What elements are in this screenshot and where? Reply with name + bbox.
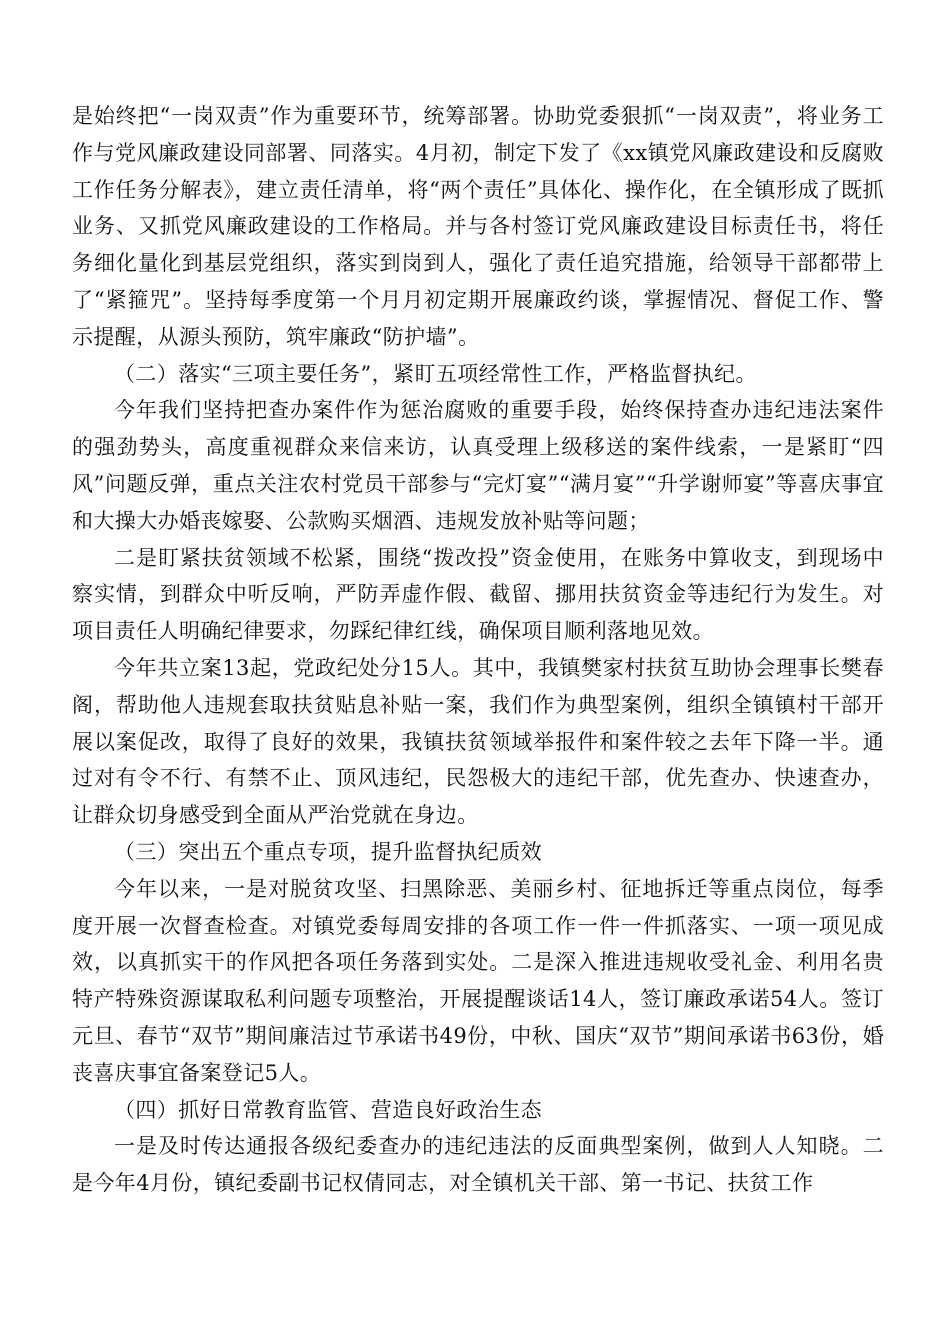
paragraph-education-supervision: 一是及时传达通报各级纪委查办的违纪违法的反面典型案例，做到人人知晓。二是今年4月份，镇纪委副书记权倩同志，对全镇机关干部、第一书记、扶贫工作	[72, 1134, 884, 1196]
paragraph-poverty-alleviation: 二是盯紧扶贫领域不松紧，围绕“拨改投”资金使用，在账务中算收支，到现场中察实情，到群众中听反响，严防弄虚作假、截留、挪用扶贫资金等违纪行为发生。对项目责任人明确纪律要求，勿踩纪律红线，确保项目顺利落地见效。	[72, 545, 884, 644]
paragraph-responsibility: 是始终把“一岗双责”作为重要环节，统筹部署。协助党委狠抓“一岗双责”，将业务工作与党风廉政建设同部署、同落实。4月初，制定下发了《xx镇党风廉政建设和反腐败工作任务分解表》，建立责任清单，将“两个责任”具体化、操作化，在全镇形成了既抓业务、又抓党风廉政建设的工作格局。并与各村签订党风廉政建设目标责任书，将任务细化量化到基层党组织，落实到岗到人，强化了责任追究措施，给领导干部都带上了“紧箍咒”。坚持每季度第一个月月初定期开展廉政约谈，掌握情况、督促工作、警示提醒，从源头预防，筑牢廉政“防护墙”。	[72, 104, 884, 349]
section-heading-4: （四）抓好日常教育监管、营造良好政治生态	[114, 1097, 542, 1122]
section-heading-3: （三）突出五个重点专项，提升监督执纪质效	[114, 839, 542, 864]
paragraph-special-projects: 今年以来，一是对脱贫攻坚、扫黑除恶、美丽乡村、征地拆迁等重点岗位，每季度开展一次督查检查。对镇党委每周安排的各项工作一件一件抓落实、一项一项见成效，以真抓实干的作风把各项任务落到实处。二是深入推进违规收受礼金、利用名贵特产特殊资源谋取私利问题专项整治，开展提醒谈话14人，签订廉政承诺54人。签订元旦、春节“双节”期间廉洁过节承诺书49份，中秋、国庆“双节”期间承诺书63份，婚丧喜庆事宜备案登记5人。	[72, 876, 884, 1085]
document-body	[72, 98, 884, 1202]
section-heading-2: （二）落实“三项主要任务”，紧盯五项经常性工作，严格监督执纪。	[114, 361, 757, 386]
paragraph-case-handling: 今年我们坚持把查办案件作为惩治腐败的重要手段，始终保持查办违纪违法案件的强劲势头，高度重视群众来信来访，认真受理上级移送的案件线索，一是紧盯“四风”问题反弹，重点关注农村党员干部参与“完灯宴”“满月宴”“升学谢师宴”等喜庆事宜和大操大办婚丧嫁娶、公款购买烟酒、违规发放补贴等问题；	[72, 398, 884, 533]
paragraph-case-statistics: 今年共立案13起，党政纪处分15人。其中，我镇樊家村扶贫互助协会理事长樊春阁，帮助他人违规套取扶贫贴息补贴一案，我们作为典型案例，组织全镇镇村干部开展以案促改，取得了良好的效果，我镇扶贫领域举报件和案件较之去年下降一半。通过对有令不行、有禁不止、顶风违纪，民怨极大的违纪干部，优先查办、快速查办，让群众切身感受到全面从严治党就在身边。	[72, 655, 884, 828]
